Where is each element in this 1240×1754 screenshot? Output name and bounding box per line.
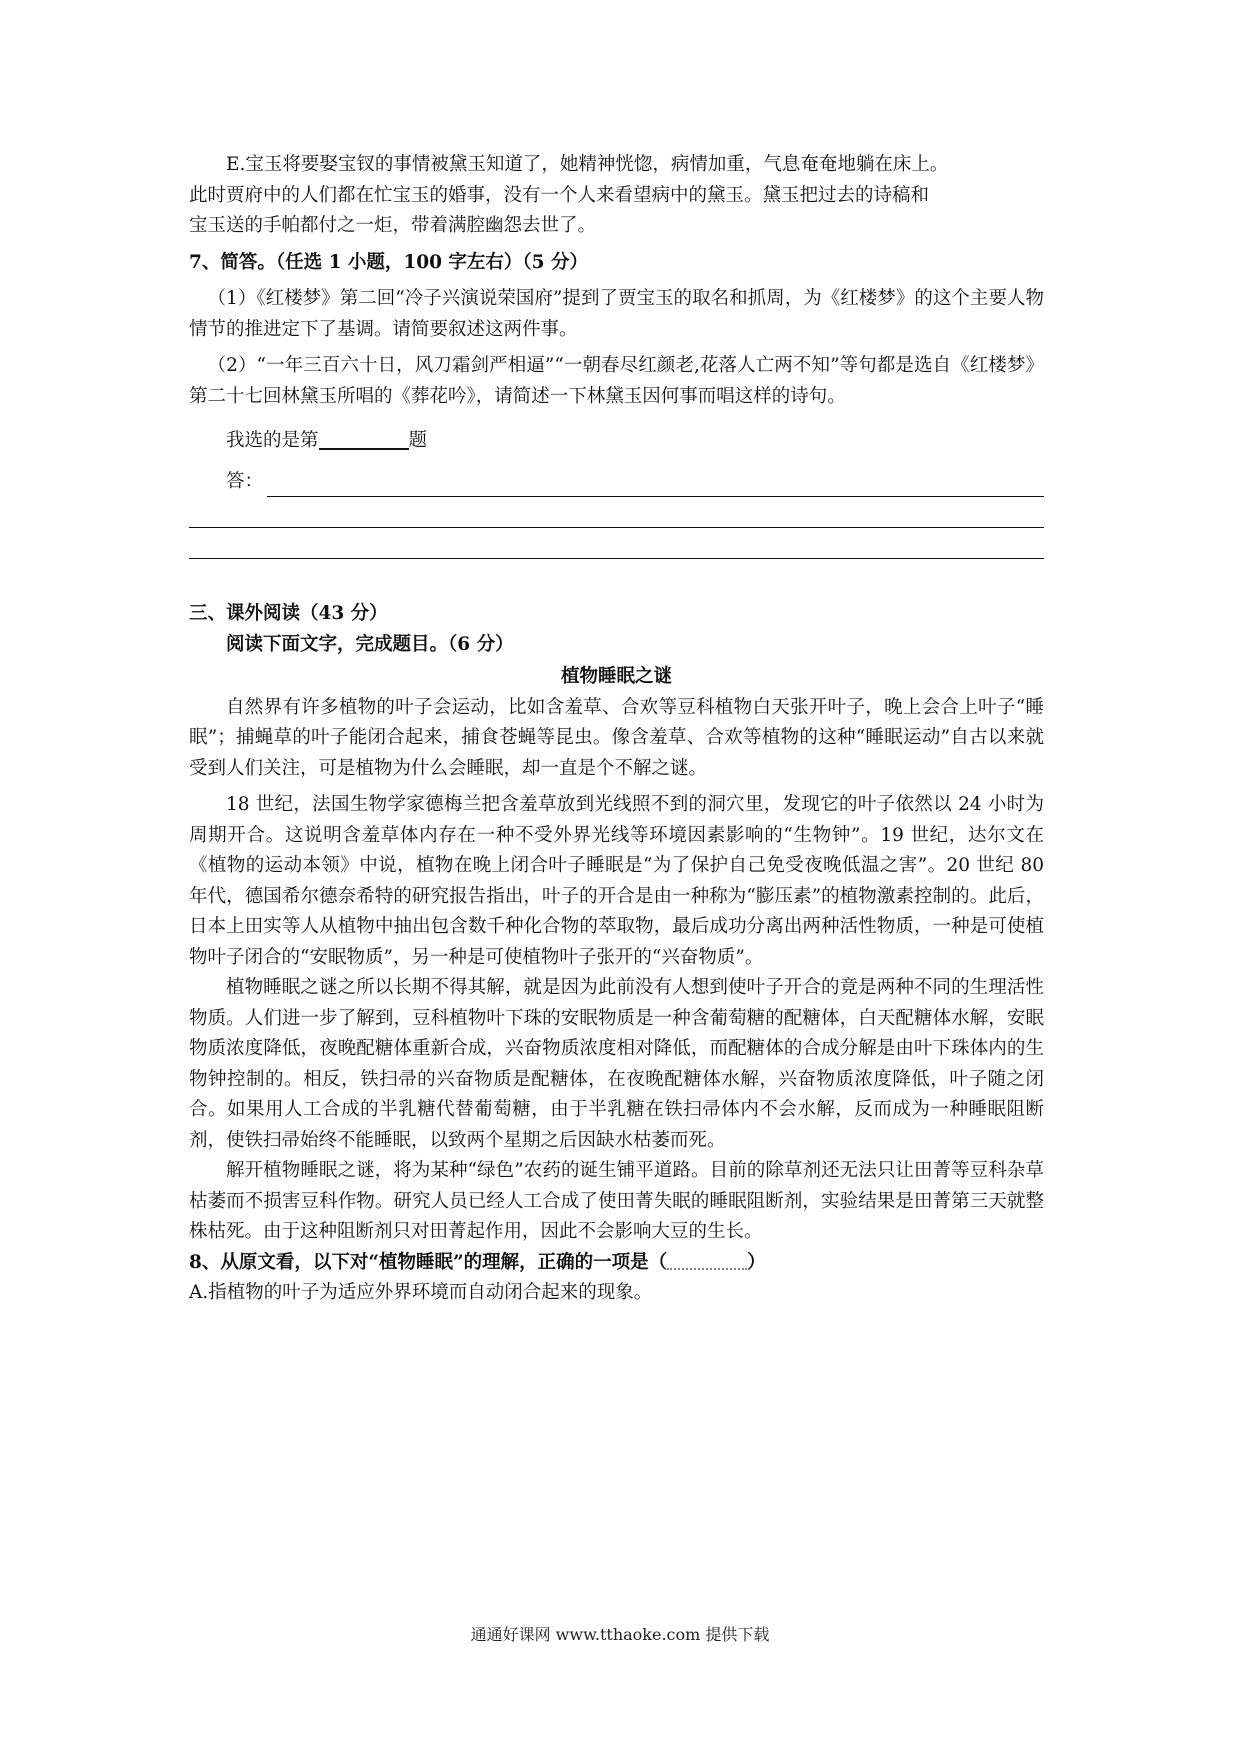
section3-heading: 三、课外阅读（43 分） — [189, 603, 388, 624]
q7-answer-row — [189, 467, 1044, 498]
q7-answer-line-2[interactable] — [189, 497, 1044, 528]
q8-stem-prefix: 8、从原文看，以下对“植物睡眠”的理解，正确的一项是（ — [189, 1251, 668, 1273]
q8-stem-suffix: ） — [747, 1251, 766, 1273]
page-footer: 通通好课网 www.tthaoke.com 提供下载 — [470, 1625, 770, 1644]
passage-paragraph-4: 解开植物睡眠之谜，将为某种“绿色”农药的诞生铺平道路。目前的除草剂还无法只让田菁等豆科杂草枯萎而不损害豆科作物。研究人员已经人工合成了使田菁失眠的睡眠阻断剂，实验结果是田菁第三天就整株枯死。由于这种阻断剂只对田菁起作用，因此不会影响大豆的生长。 — [189, 1160, 1044, 1242]
q6-option-e-line2: 此时贾府中的人们都在忙宝玉的婚事，没有一个人来看望病中的黛玉。黛玉把过去的诗稿和 — [189, 184, 930, 206]
q7-item1: （1）《红楼梦》第二回“冷子兴演说荣国府”提到了贾宝玉的取名和抓周，为《红楼梦》的这个主要人物情节的推进定下了基调。请简要叙述这两件事。 — [189, 288, 1044, 340]
q7-choice-prefix: 我选的是第 — [226, 430, 319, 451]
passage-paragraph-1: 自然界有许多植物的叶子会运动，比如含羞草、合欢等豆科植物白天张开叶子，晚上会合上叶子“睡眠”；捕蝇草的叶子能闭合起来，捕食苍蝇等昆虫。像含羞草、合欢等植物的这种“睡眠运动”自古以来就受到人们关注，可是植物为什么会睡眠，却一直是个不解之谜。 — [189, 696, 1044, 779]
q7-answer-label: 答： — [226, 470, 264, 492]
section3-instruction: 阅读下面文字，完成题目。（6 分） — [226, 633, 514, 655]
q7-item2: （2）“一年三百六十日，风刀霜剑严相逼”“一朝春尽红颜老,花落人亡两不知”等句都是选自《红楼梦》第二十七回林黛玉所唱的《葬花吟》，请简述一下林黛玉因何事而唱这样的诗句。 — [189, 355, 1044, 407]
passage-paragraph-2: 18 世纪，法国生物学家德梅兰把含羞草放到光线照不到的洞穴里，发现它的叶子依然以 24 小时为周期开合。这说明含羞草体内存在一种不受外界光线等环境因素影响的“生物钟”。19 世纪，达尔文在《植物的运动本领》中说，植物在晚上闭合叶子睡眠是“为了保护自己免受夜晚低温之害”。20 世纪 80 年代，德国希尔德奈希特的研究报告指出，叶子的开合是由一种称为“膨压素”的植物激素控制的。此后，日本上田实等人从植物中抽出包含数千种化合物的萃取物，最后成功分离出两种活性物质，一种是可使植物叶子闭合的“安眠物质”，另一种是可使植物叶子张开的“兴奋物质”。 — [189, 794, 1044, 968]
q8-stem — [189, 1248, 1044, 1279]
q7-answer-line-3[interactable] — [189, 528, 1044, 559]
q7-choice-suffix: 题 — [408, 430, 428, 451]
q7-heading: 7、简答。（任选 1 小题，100 字左右）（5 分） — [189, 251, 588, 273]
q6-option-e-line3: 宝玉送的手帕都付之一炬，带着满腔幽怨去世了。 — [189, 215, 597, 236]
page-content — [189, 150, 1044, 1309]
q6-option-e-line1: E.宝玉将要娶宝钗的事情被黛玉知道了，她精神恍惚，病情加重，气息奄奄地躺在床上。 — [226, 154, 949, 175]
q7-choice-blank[interactable] — [319, 428, 409, 450]
q8-answer-blank[interactable] — [667, 1250, 747, 1270]
q7-answer-line-1[interactable] — [267, 474, 1044, 497]
q7-choice-line — [189, 426, 1044, 457]
passage-title: 植物睡眠之谜 — [560, 666, 672, 687]
q8-option-a: A.指植物的叶子为适应外界环境而自动闭合起来的现象。 — [189, 1282, 653, 1303]
passage-paragraph-3: 植物睡眠之谜之所以长期不得其解，就是因为此前没有人想到使叶子开合的竟是两种不同的生理活性物质。人们进一步了解到，豆科植物叶下珠的安眠物质是一种含葡萄糖的配糖体，白天配糖体水解，安眠物质浓度降低，夜晚配糖体重新合成，兴奋物质浓度相对降低，而配糖体的合成分解是由叶下珠体内的生物钟控制的。相反，铁扫帚的兴奋物质是配糖体，在夜晚配糖体水解，兴奋物质浓度降低，叶子随之闭合。如果用人工合成的半乳糖代替葡萄糖，由于半乳糖在铁扫帚体内不会水解，反而成为一种睡眠阻断剂，使铁扫帚始终不能睡眠，以致两个星期之后因缺水枯萎而死。 — [189, 977, 1044, 1151]
